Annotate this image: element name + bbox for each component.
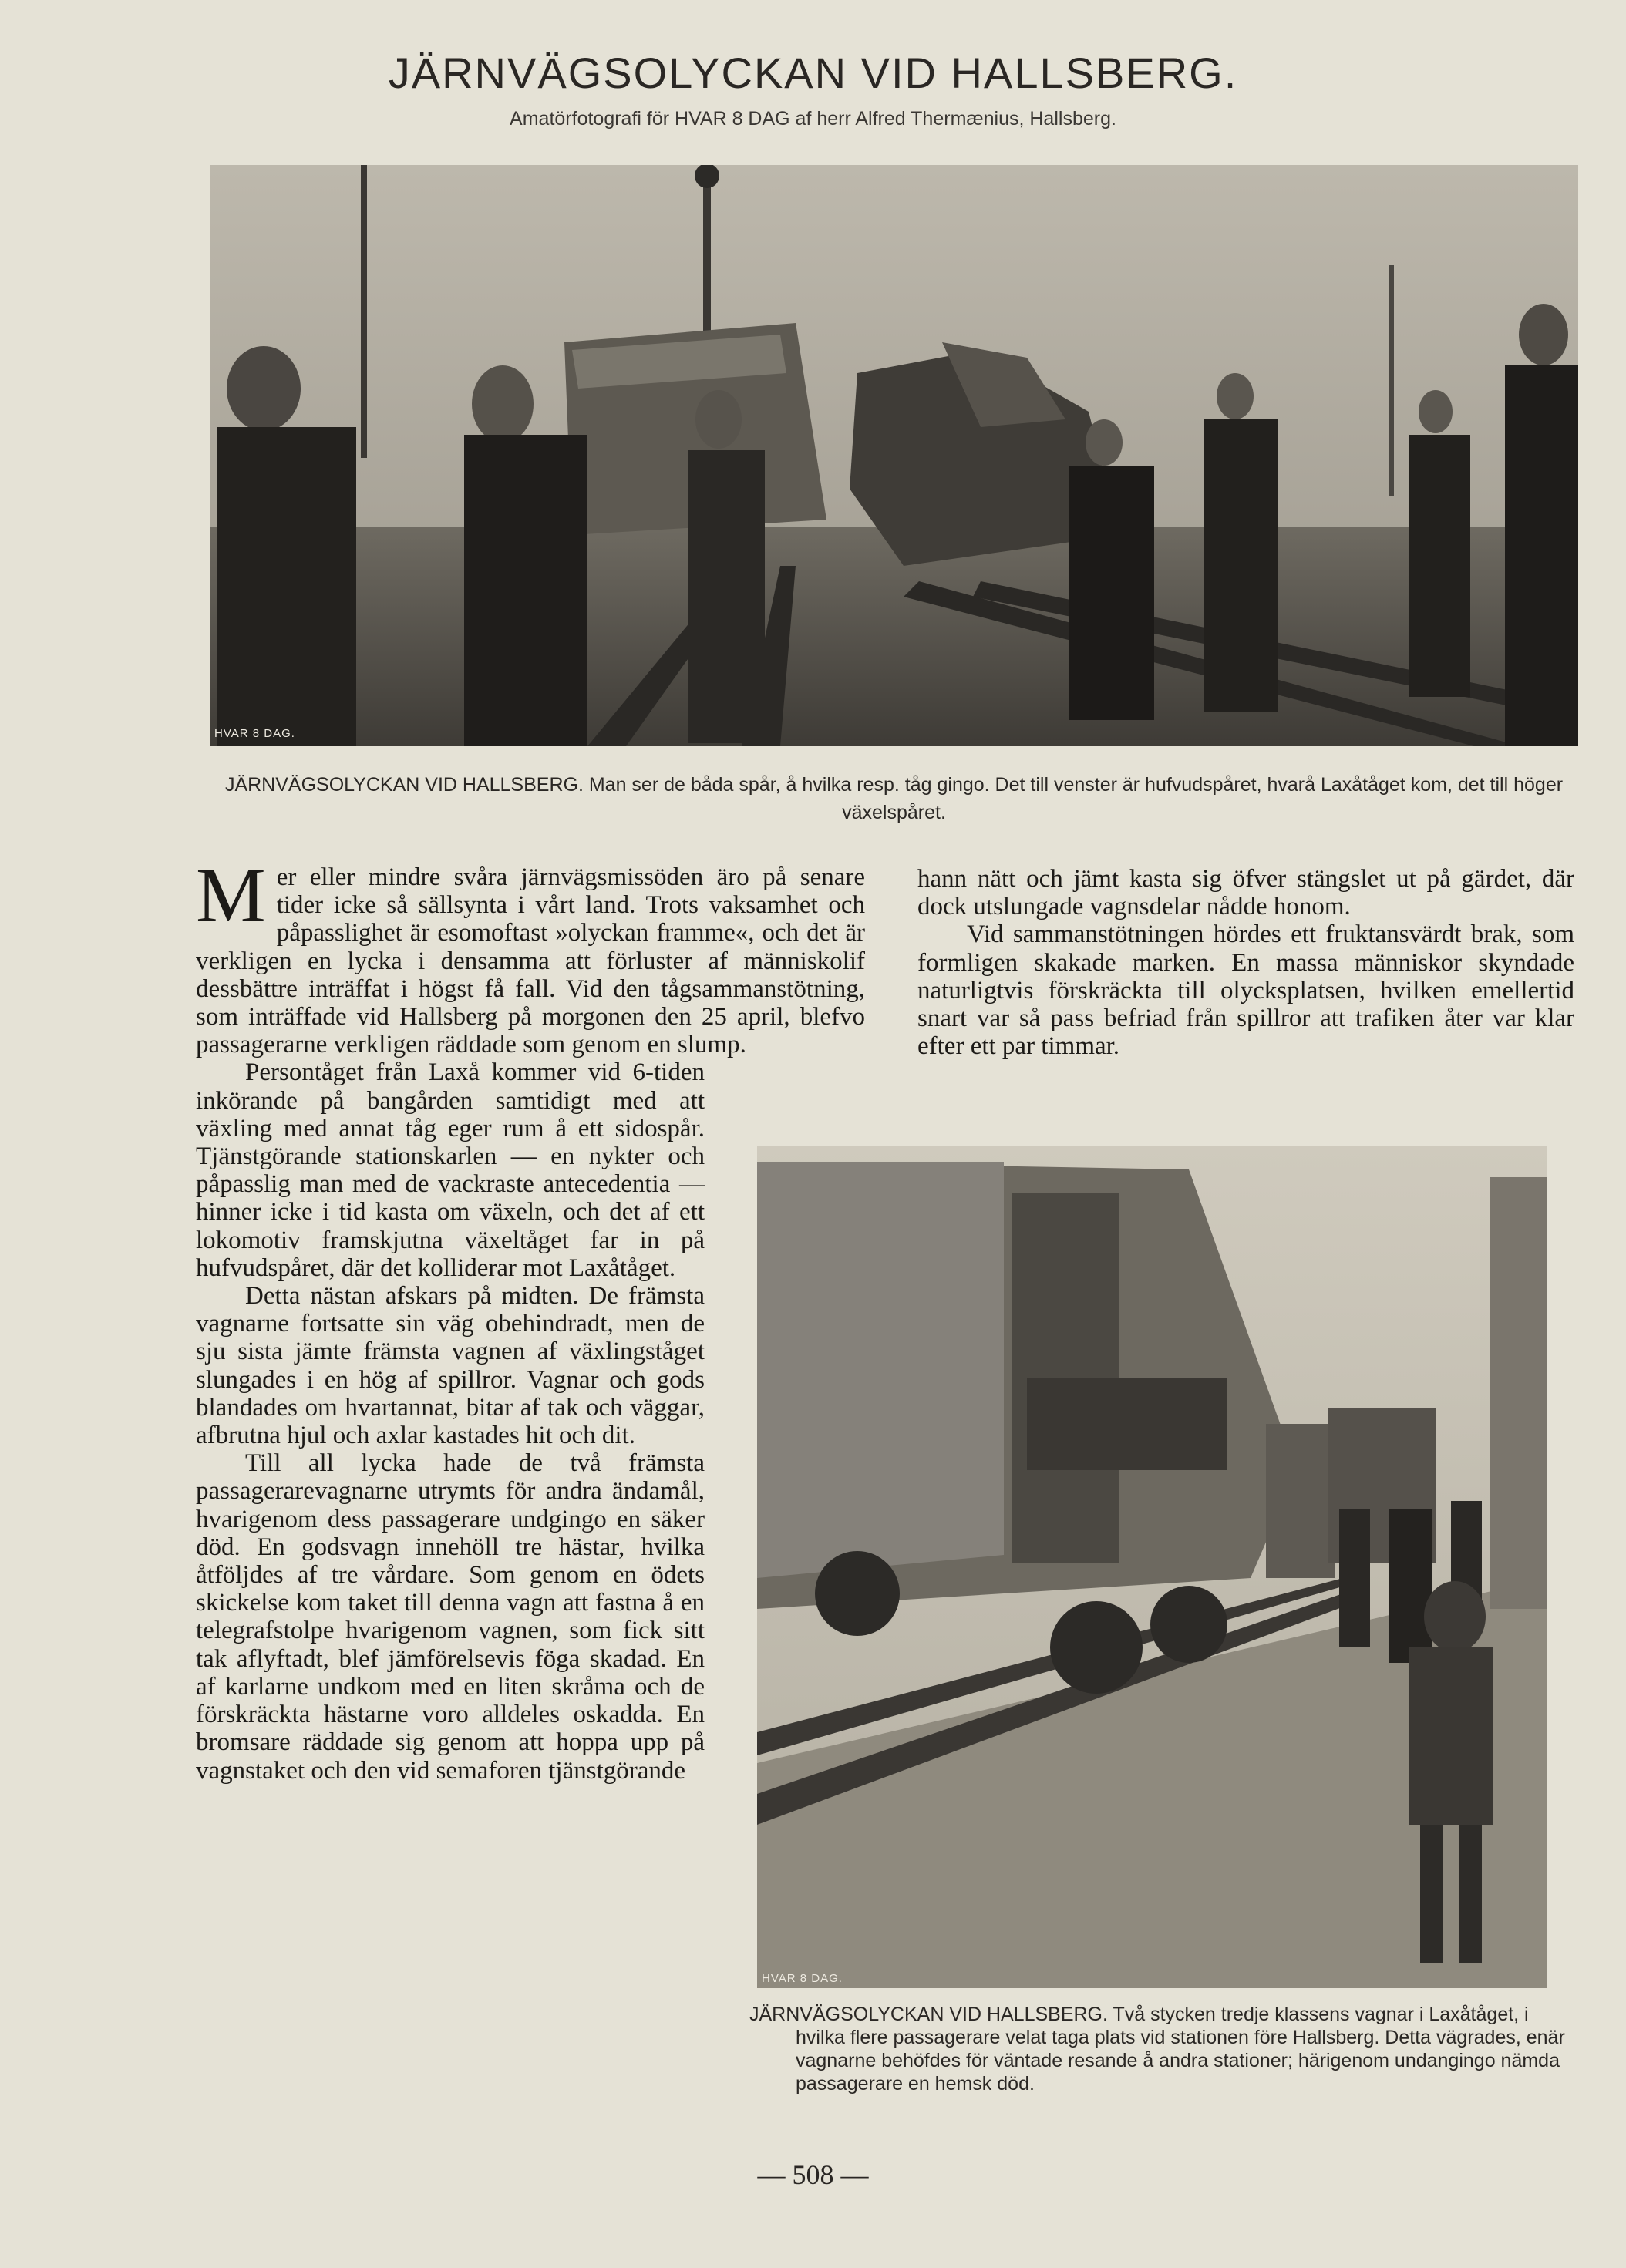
wreck-photo-image [210,165,1578,746]
photo-credit: HVAR 8 DAG. [762,1972,843,1985]
wagons-photograph [757,1146,1547,1988]
article-column-right [917,865,1574,1060]
bottom-photo-caption: JÄRNVÄGSOLYCKAN VID HALLSBERG. Två stycken tredje klassens vagnar i Laxåtåget, i hvilka flere passagerare velat taga plats vid stationen före Hallsberg. Detta vägrades, enär vagnarne behöfdes för väntade resande å andra stationer; härigenom undangingo nämda passagerare en hemsk död. [749,2004,1565,2095]
drop-cap: M [196,852,266,939]
photo-attribution: Amatörfotografi för HVAR 8 DAG af herr Alfred Thermænius, Hallsberg. [510,108,1116,130]
photo-credit: HVAR 8 DAG. [214,727,295,740]
article-paragraph: hann nätt och jämt kasta sig öfver stängslet ut på gärdet, där dock utslungade vagnsdelar nådde honom. [917,865,1574,921]
article-paragraph: Persontåget från Laxå kommer vid 6-tiden inkörande på bangården samtidigt med att växling med annat tåg eger rum å ett sidospår. Tjänstgörande stationskarlen — en nykter och påpasslig man med de vackraste antecedentia — hinner icke i tid kasta om växeln, och det af ett lokomotiv framskjutna växeltåget far in på hufvudspåret, där det kolliderar mot Laxåtåget. [196,1058,705,1282]
page-title: JÄRNVÄGSOLYCKAN VID HALLSBERG. [388,49,1238,97]
top-photo-caption: JÄRNVÄGSOLYCKAN VID HALLSBERG. Man ser de båda spår, å hvilka resp. tåg gingo. Det till venster är hufvudspåret, hvarå Laxåtåget kom, det till höger växelspåret. [224,774,1564,823]
wagons-photo-image [757,1146,1547,1988]
narrow-column [196,1058,705,1784]
article-paragraph: Mer eller mindre svåra järnvägsmissöden äro på senare tider icke så sällsynta i vårt land. Trots vaksamhet och påpasslighet är esomoftast »olyckan framme«, och det är verkligen en lycka i densamma att förluster af människolif dessbättre inträffat i högst få fall. Vid den tågsammanstötning, som inträffade vid Hallsberg på morgonen den 25 april, blefvo passagerarne verkligen räddade som genom en slump. [196,852,865,1059]
article-paragraph: Vid sammanstötningen hördes ett fruktansvärdt brak, som formligen skakade marken. En massa människor skyndade naturligtvis förskräckta till olycksplatsen, hvilken emellertid snart var så pass befriad från spillror att trafiken åter var klar efter ett par timmar. [917,920,1574,1061]
article-paragraph: Detta nästan afskars på midten. De främsta vagnarne fortsatte sin väg obehindradt, men de sju sista jämte främsta vagnen af växlingståget slungades i en hög af spillror. Vagnar och gods blandades om hvartannat, bitar af tak och väggar, afbrutna hjul och axlar kastades hit och dit. [196,1282,705,1450]
wreck-photograph [210,165,1578,746]
page-number: — 508 — [757,2159,869,2190]
article-paragraph: Till all lycka hade de två främsta passagerarevagnarne utrymts för andra ändamål, hvarigenom dess passagerare undgingo en säker död. En godsvagn innehöll tre hästar, hvilka åtföljdes af tre vårdare. Som genom en ödets skickelse kom taket till denna vagn att fastna å en telegrafstolpe hvarigenom vagnen, som fick sitt tak aflyftadt, blef jämförelsevis föga skadad. En af karlarne undkom med en liten skråma och de förskräckta hästarne voro alldeles oskadda. En bromsare räddade sig genom att hoppa upp på vagnstaket och den vid semaforen tjänstgörande [196,1449,705,1785]
